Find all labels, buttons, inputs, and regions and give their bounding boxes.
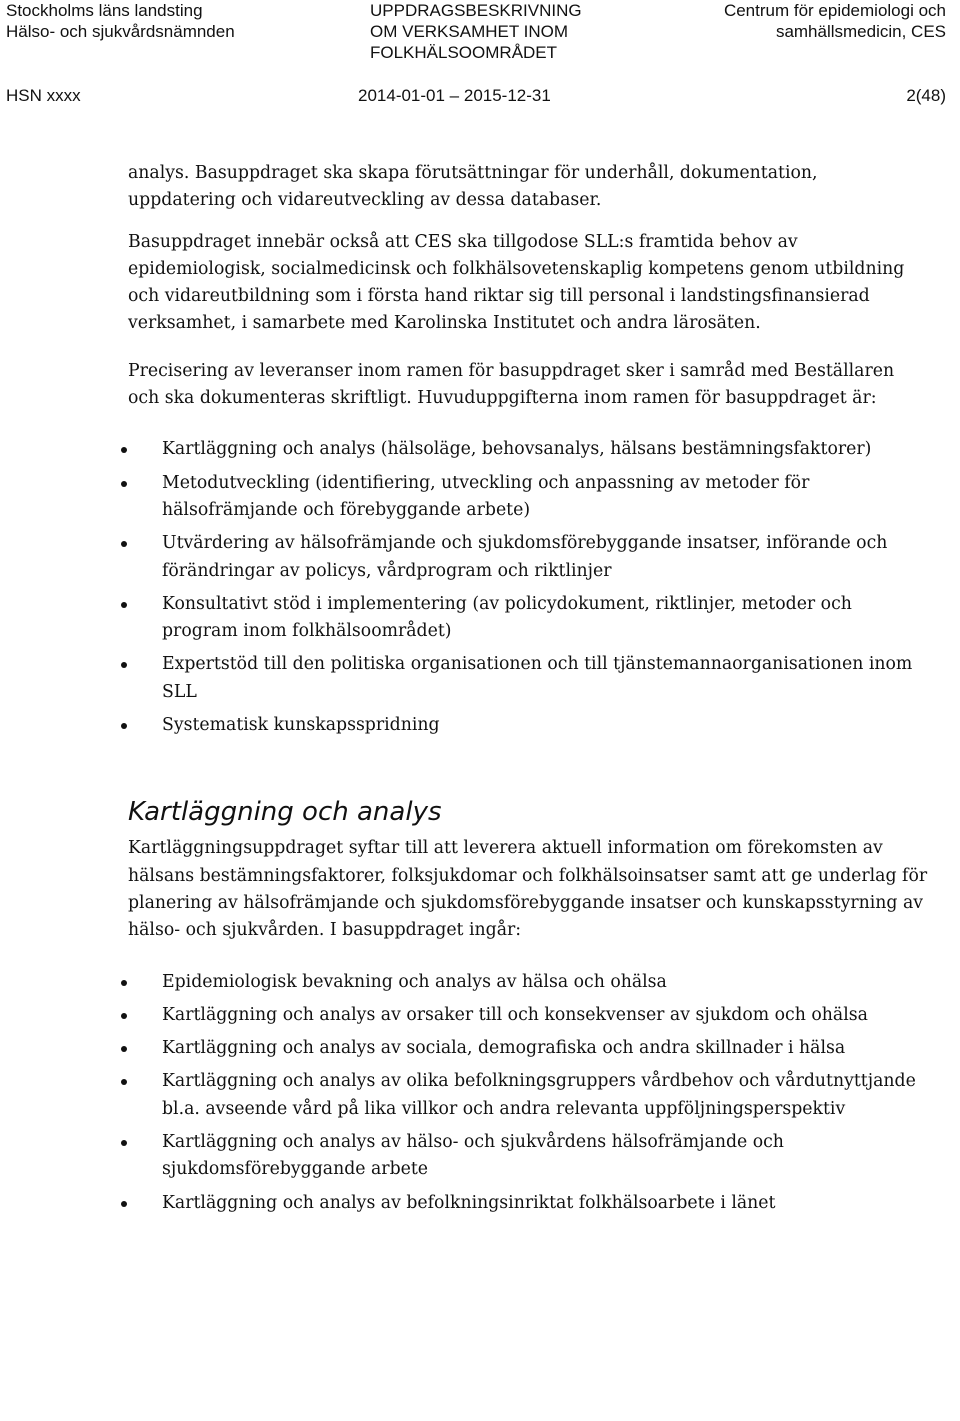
list-item: Kartläggning och analys av olika befolkningsgruppers vårdbehov och vårdutnyttjande bl.a. avseende vård på lika villkor och andra relevanta uppföljningsperspektiv — [128, 1068, 928, 1123]
document-period: 2014-01-01 – 2015-12-31 — [358, 86, 551, 105]
document-body — [128, 160, 928, 1223]
list-item: Expertstöd till den politiska organisationen och till tjänstemannaorganisationen inom SLL — [128, 651, 928, 706]
bullet-icon — [121, 662, 127, 668]
header-unit — [724, 0, 946, 42]
page-number: 2(48) — [906, 86, 946, 105]
header-unit-line-1: Centrum för epidemiologi och — [723, 1, 946, 20]
list-item: Systematisk kunskapsspridning — [128, 712, 928, 739]
list-item: Kartläggning och analys (hälsoläge, behovsanalys, hälsans bestämningsfaktorer) — [128, 436, 928, 463]
bullet-icon — [121, 481, 127, 487]
list-item: Kartläggning och analys av orsaker till och konsekvenser av sjukdom och ohälsa — [128, 1002, 928, 1029]
bullet-icon — [121, 541, 127, 547]
list-item: Epidemiologisk bevakning och analys av hälsa och ohälsa — [128, 969, 928, 996]
header-unit-line-2: samhällsmedicin, CES — [775, 22, 946, 41]
header-org-name: Stockholms läns landsting — [6, 1, 203, 20]
bullet-icon — [121, 1046, 127, 1052]
paragraph-competence: Basuppdraget innebär också att CES ska tillgodose SLL:s framtida behov av epidemiologisk, socialmedicinsk och folkhälsovetenskaplig kompetens genom utbildning och vidareutbildning som i första hand riktar sig till personal i landstingsfinansierad verksamhet, i samarbete med Karolinska Institutet och andra lärosäten. — [128, 231, 905, 334]
document-reference-id: HSN xxxx — [6, 86, 81, 105]
bullet-icon — [121, 1140, 127, 1146]
bullet-icon — [121, 1013, 127, 1019]
list-item: Utvärdering av hälsofrämjande och sjukdomsförebyggande insatser, införande och förändringar av policys, vårdprogram och riktlinjer — [128, 530, 928, 585]
header-doctype-line-2: OM VERKSAMHET INOM — [370, 22, 569, 41]
bullet-icon — [121, 447, 127, 453]
bullet-icon — [121, 1201, 127, 1207]
paragraph-mapping-assignment: Kartläggningsuppdraget syftar till att leverera aktuell information om förekomsten av hälsans bestämningsfaktorer, folksjukdomar och folkhälsoinsatser samt att ge underlag för planering av hälsofrämjande och sjukdomsförebyggande insatser och kunskapsstyrning av hälso- och sjukvården. I basuppdraget ingår: — [128, 838, 928, 941]
header-doctype-line-1: UPPDRAGSBESKRIVNING — [370, 1, 582, 20]
header-organization — [6, 0, 235, 42]
header-org-committee: Hälso- och sjukvårdsnämnden — [6, 22, 235, 41]
paragraph-databases: analys. Basuppdraget ska skapa förutsättningar för underhåll, dokumentation, uppdatering och vidareutveckling av dessa databaser. — [128, 163, 818, 211]
bullet-icon — [121, 723, 127, 729]
bullet-icon — [121, 602, 127, 608]
section-heading: Kartläggning och analys — [128, 797, 442, 828]
list-item: Konsultativt stöd i implementering (av policydokument, riktlinjer, metoder och program inom folkhälsoområdet) — [128, 591, 928, 646]
list-item: Kartläggning och analys av sociala, demografiska och andra skillnader i hälsa — [128, 1035, 928, 1062]
paragraph-main-tasks-intro: Precisering av leveranser inom ramen för basuppdraget sker i samråd med Beställaren och ska dokumenteras skriftligt. Huvuduppgifterna inom ramen för basuppdraget är: — [128, 360, 895, 409]
main-tasks-list — [128, 436, 928, 739]
header-document-type — [370, 0, 582, 63]
list-item: Metodutveckling (identifiering, utveckling och anpassning av metoder för hälsofrämjande och förebyggande arbete) — [128, 470, 928, 525]
bullet-icon — [121, 980, 127, 986]
basic-assignment-list — [128, 969, 928, 1217]
list-item: Kartläggning och analys av hälso- och sjukvårdens hälsofrämjande och sjukdomsförebyggande arbete — [128, 1129, 928, 1184]
bullet-icon — [121, 1079, 127, 1085]
header-doctype-line-3: FOLKHÄLSOOMRÅDET — [370, 43, 558, 62]
list-item: Kartläggning och analys av befolkningsinriktat folkhälsoarbete i länet — [128, 1190, 928, 1217]
